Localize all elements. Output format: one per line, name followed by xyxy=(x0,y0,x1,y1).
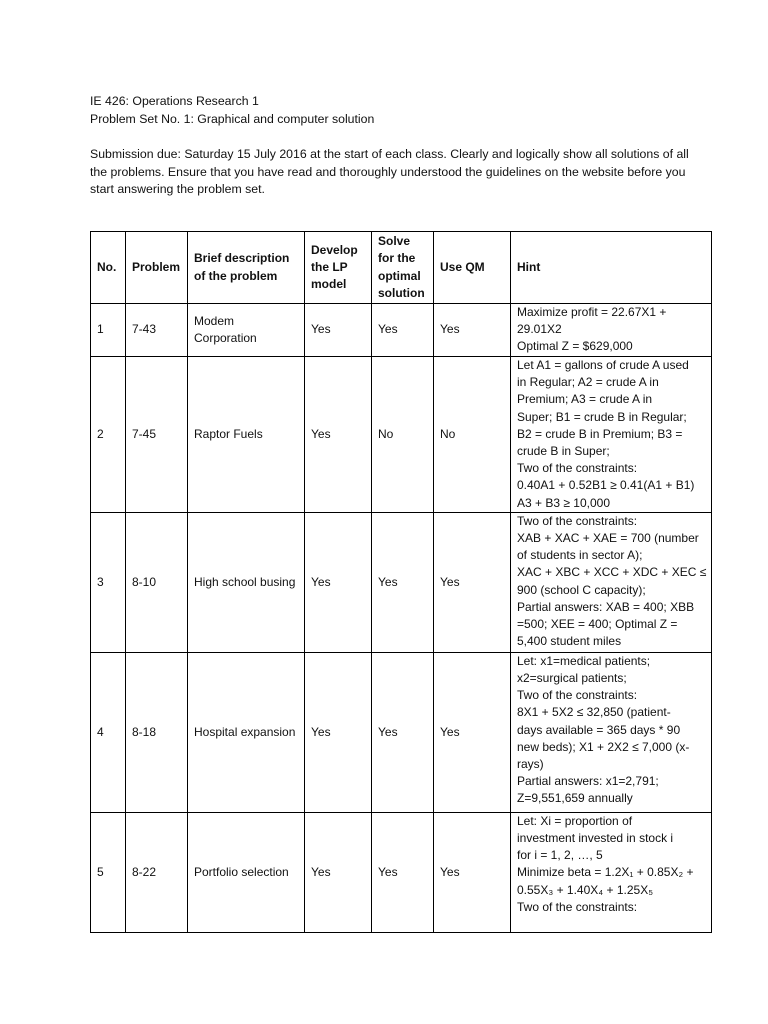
cell-hint xyxy=(511,652,712,812)
cell-problem: 8-18 xyxy=(126,652,188,812)
hint-line: Two of the constraints: xyxy=(517,899,638,914)
hint-line: XAC + XBC + XCC + XDC + XEC ≤ xyxy=(517,565,707,580)
cell-problem: 7-43 xyxy=(126,304,188,357)
table-row xyxy=(91,357,712,513)
hint-line: =500; XEE = 400; Optimal Z = xyxy=(517,617,678,632)
hint-line: Let: x1=medical patients; xyxy=(517,653,651,668)
cell-description: Hospital expansion xyxy=(188,652,305,812)
hint-line: Two of the constraints: xyxy=(517,461,638,476)
table-row xyxy=(91,512,712,652)
hint-line: Two of the constraints: xyxy=(517,513,638,528)
cell-description: High school busing xyxy=(188,512,305,652)
header-no: No. xyxy=(91,232,126,304)
hint-line: 5,400 student miles xyxy=(517,634,622,649)
hint-line: Minimize beta = 1.2X₁ + 0.85X₂ + xyxy=(517,865,694,880)
table-row xyxy=(91,652,712,812)
hint-line: Let: Xi = proportion of xyxy=(517,813,633,828)
hint-line: Partial answers: x1=2,791; xyxy=(517,774,659,789)
cell-qm: Yes xyxy=(434,812,511,932)
cell-qm: No xyxy=(434,357,511,513)
cell-problem: 8-22 xyxy=(126,812,188,932)
hint-line: 8X1 + 5X2 ≤ 32,850 (patient- xyxy=(517,705,671,720)
cell-solve: Yes xyxy=(372,304,434,357)
hint-line: new beds); X1 + 2X2 ≤ 7,000 (x- xyxy=(517,739,690,754)
hint-line: A3 + B3 ≥ 10,000 xyxy=(517,495,610,510)
cell-no: 3 xyxy=(91,512,126,652)
hint-line: crude B in Super; xyxy=(517,444,610,459)
hint-line: Premium; A3 = crude A in xyxy=(517,392,653,407)
hint-line: rays) xyxy=(517,757,544,772)
hint-line: x2=surgical patients; xyxy=(517,671,627,686)
cell-no: 4 xyxy=(91,652,126,812)
cell-description: Portfolio selection xyxy=(188,812,305,932)
cell-solve: No xyxy=(372,357,434,513)
hint-line: Partial answers: XAB = 400; XBB xyxy=(517,599,695,614)
cell-qm: Yes xyxy=(434,652,511,812)
hint-line: 0.40A1 + 0.52B1 ≥ 0.41(A1 + B1) xyxy=(517,478,695,493)
cell-no: 5 xyxy=(91,812,126,932)
cell-hint xyxy=(511,357,712,513)
header-solve: Solve for the optimal solution xyxy=(372,232,434,304)
header-description: Brief description of the problem xyxy=(188,232,305,304)
problem-set-title: Problem Set No. 1: Graphical and computer solution xyxy=(90,112,375,126)
hint-line: XAB + XAC + XAE = 700 (number xyxy=(517,531,699,546)
cell-hint xyxy=(511,512,712,652)
table-row xyxy=(91,304,712,357)
hint-line: Let A1 = gallons of crude A used xyxy=(517,358,689,372)
cell-solve: Yes xyxy=(372,652,434,812)
cell-no: 2 xyxy=(91,357,126,513)
header-problem: Problem xyxy=(126,232,188,304)
hint-line: Super; B1 = crude B in Regular; xyxy=(517,409,687,424)
header-hint: Hint xyxy=(511,232,712,304)
cell-hint xyxy=(511,304,712,357)
cell-description: Modem Corporation xyxy=(188,304,305,357)
hint-line: Maximize profit = 22.67X1 + xyxy=(517,305,667,319)
hint-line: Optimal Z = $629,000 xyxy=(517,339,633,354)
problem-table xyxy=(90,231,712,933)
cell-solve: Yes xyxy=(372,812,434,932)
hint-line: Two of the constraints: xyxy=(517,688,638,703)
cell-solve: Yes xyxy=(372,512,434,652)
hint-line: 29.01X2 xyxy=(517,322,562,337)
cell-description: Raptor Fuels xyxy=(188,357,305,513)
cell-no: 1 xyxy=(91,304,126,357)
table-header-row xyxy=(91,232,712,304)
hint-line: B2 = crude B in Premium; B3 = xyxy=(517,426,683,441)
hint-line: Z=9,551,659 annually xyxy=(517,791,633,806)
table-row xyxy=(91,812,712,932)
cell-hint xyxy=(511,812,712,932)
hint-line: investment invested in stock i xyxy=(517,831,674,846)
cell-develop: Yes xyxy=(305,357,372,513)
hint-line: of students in sector A); xyxy=(517,548,643,563)
hint-line: 0.55X₃ + 1.40X₄ + 1.25X₅ xyxy=(517,882,654,897)
cell-qm: Yes xyxy=(434,304,511,357)
hint-line: for i = 1, 2, …, 5 xyxy=(517,848,603,863)
hint-line: days available = 365 days * 90 xyxy=(517,722,681,737)
cell-develop: Yes xyxy=(305,812,372,932)
cell-qm: Yes xyxy=(434,512,511,652)
cell-develop: Yes xyxy=(305,652,372,812)
header-develop: Develop the LP model xyxy=(305,232,372,304)
cell-problem: 7-45 xyxy=(126,357,188,513)
header-qm: Use QM xyxy=(434,232,511,304)
hint-line: in Regular; A2 = crude A in xyxy=(517,375,659,390)
hint-line: 900 (school C capacity); xyxy=(517,582,646,597)
cell-develop: Yes xyxy=(305,512,372,652)
cell-develop: Yes xyxy=(305,304,372,357)
submission-instructions: Submission due: Saturday 15 July 2016 at the start of each class. Clearly and logically show all solutions of all the problems. Ensure that you have read and thoroughly understood the guidelines on the website before you start answering the problem set. xyxy=(90,147,689,196)
document-header xyxy=(90,92,374,128)
course-title: IE 426: Operations Research 1 xyxy=(90,94,259,108)
cell-problem: 8-10 xyxy=(126,512,188,652)
